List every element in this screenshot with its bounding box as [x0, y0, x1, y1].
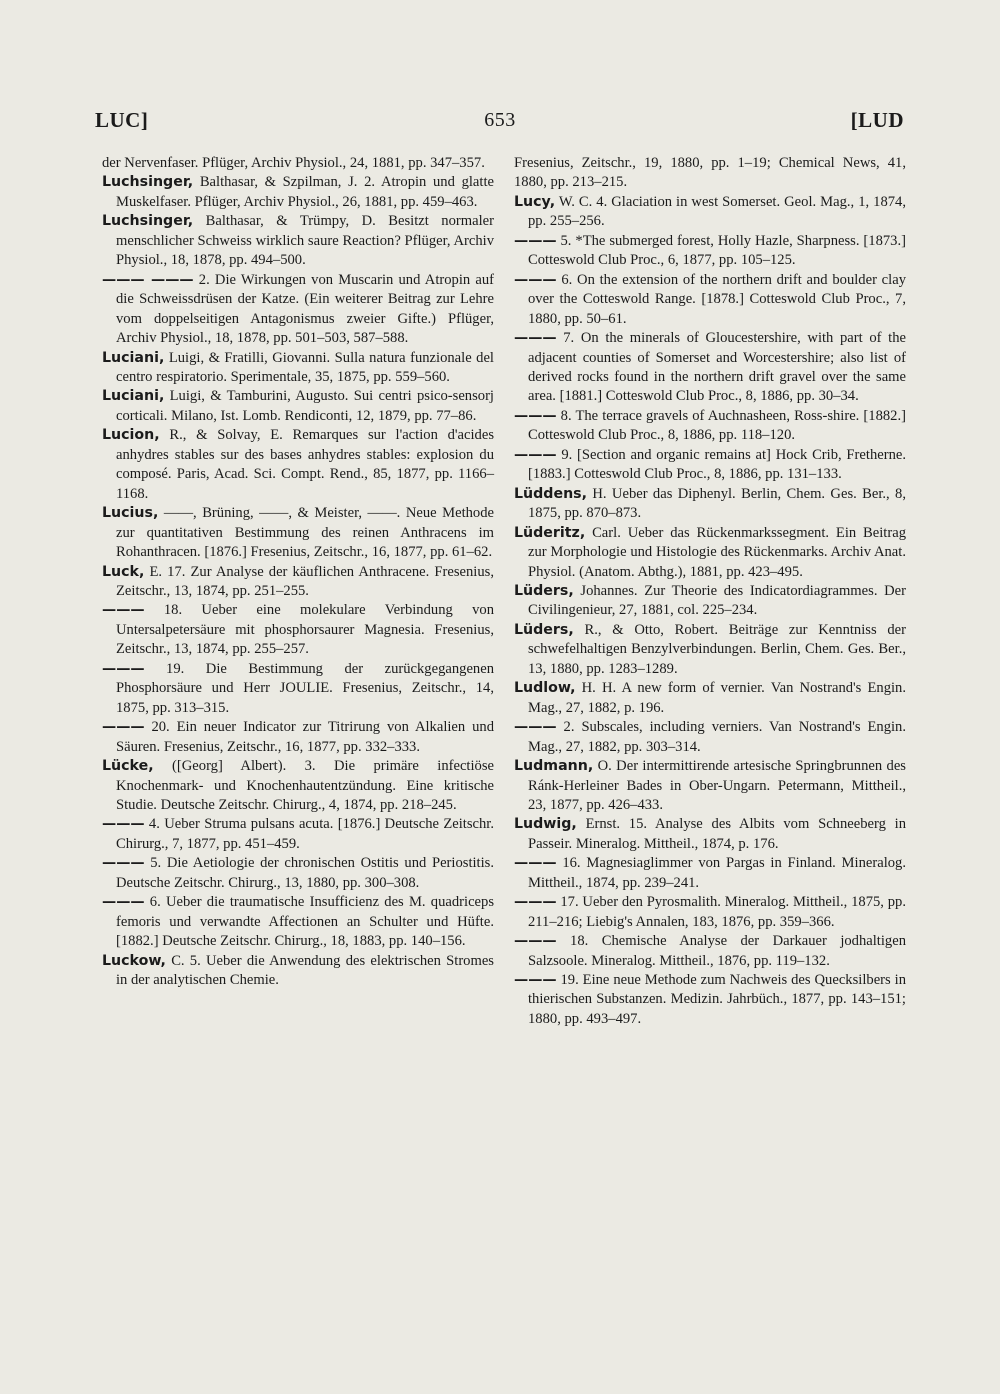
entry-text: Fresenius, Zeitschr., 19, 1880, pp. 1–19; Chemical News, 41, 1880, pp. 213–215.	[514, 155, 906, 191]
bibliography-entry	[514, 582, 906, 621]
entry-author: Luciani,	[102, 388, 165, 405]
bibliography-entry	[514, 446, 906, 485]
bibliography-entry	[102, 504, 494, 562]
bibliography-entry	[514, 854, 906, 893]
bibliography-entry	[514, 193, 906, 232]
entry-author: ———	[514, 407, 557, 424]
bibliography-entry	[514, 524, 906, 582]
bibliography-entry	[514, 757, 906, 815]
entry-text: W. C. 4. Glaciation in west Somerset. Geol. Mag., 1, 1874, pp. 255–256.	[528, 193, 906, 230]
entry-author: ———	[514, 232, 557, 249]
entry-text: 2. Die Wirkungen von Muscarin und Atropin auf die Schweissdrüsen der Katze. (Ein weiterer Beitrag zur Lehre vom doppelseitigen Antagonismus zweier Gifte.) Pflüger, Archiv Physiol., 18, 1878, pp. 501–503, 587–588.	[116, 271, 494, 347]
entry-text: 5. *The submerged forest, Holly Hazle, Sharpness. [1873.] Cotteswold Club Proc., 6, 1877, pp. 105–125.	[528, 232, 906, 269]
entry-author: Lucius,	[102, 505, 159, 522]
bibliography-entry	[102, 563, 494, 602]
entry-text: der Nervenfaser. Pflüger, Archiv Physiol., 24, 1881, pp. 347–357.	[102, 155, 485, 171]
entry-text: 7. On the minerals of Gloucestershire, with part of the adjacent counties of Somerset and Worcestershire; also list of derived rocks found in the northern drift gravel over the same area. [1881.] Cotteswold Club Proc., 8, 1886, pp. 30–34.	[528, 330, 906, 405]
bibliography-entry	[514, 815, 906, 854]
entry-author: ———	[102, 816, 145, 833]
entry-text: O. Der intermittirende artesische Springbrunnen des Ránk-Herleiner Bades in Ober-Ungarn. Petermann, Mittheil., 23, 1877, pp. 426–433.	[528, 758, 906, 813]
entry-author: Ludlow,	[514, 680, 576, 697]
entry-text: R., & Otto, Robert. Beiträge zur Kenntniss der schwefelhaltigen Benzylverbindungen. Berlin, Chem. Ges. Ber., 13, 1880, pp. 1283–1289.	[528, 621, 906, 677]
bibliography-entry	[514, 893, 906, 932]
bibliography-entry	[514, 232, 906, 271]
entry-text: Balthasar, & Szpilman, J. 2. Atropin und glatte Muskelfaser. Pflüger, Archiv Physiol., 26, 1881, pp. 459–463.	[116, 174, 494, 210]
entry-text: E. 17. Zur Analyse der käuflichen Anthracene. Fresenius, Zeitschr., 13, 1874, pp. 251–255.	[116, 563, 494, 599]
running-head-right: [LUD	[850, 108, 904, 132]
entry-text: 17. Ueber den Pyrosmalith. Mineralog. Mittheil., 1875, pp. 211–216; Liebig's Annalen, 183, 1876, pp. 359–366.	[528, 894, 906, 930]
entry-author: Lüddens,	[514, 485, 588, 502]
entry-author: ———	[102, 894, 145, 911]
bibliography-entry	[102, 757, 494, 815]
entry-text: Luigi, & Fratilli, Giovanni. Sulla natura funzionale del centro respiratorio. Sperimentale, 35, 1875, pp. 559–560.	[116, 349, 494, 385]
entry-author: Luchsinger,	[102, 174, 194, 191]
entry-author: Lucy,	[514, 193, 556, 210]
bibliography-entry	[102, 212, 494, 270]
entry-author: ———	[102, 660, 145, 677]
entry-author: Luciani,	[102, 349, 165, 366]
entry-text: 9. [Section and organic remains at] Hock Crib, Fretherne. [1883.] Cotteswold Club Proc., 8, 1886, pp. 131–133.	[528, 446, 906, 483]
entry-author: Lüderitz,	[514, 524, 586, 541]
entry-author: ——— ———	[102, 271, 194, 288]
entry-author: ———	[102, 855, 145, 872]
entry-author: ———	[102, 602, 145, 619]
bibliography-entry	[102, 387, 494, 426]
entry-author: ———	[514, 719, 557, 736]
bibliography-entry	[102, 601, 494, 659]
bibliography-entry	[514, 271, 906, 329]
entry-text: 8. The terrace gravels of Auchnasheen, Ross-shire. [1882.] Cotteswold Club Proc., 8, 1886, pp. 118–120.	[528, 407, 906, 444]
entry-text: 16. Magnesiaglimmer von Pargas in Finland. Mineralog. Mittheil., 1874, pp. 239–241.	[528, 855, 906, 891]
entry-text: 6. On the extension of the northern drift and boulder clay over the Cotteswold Range. [1878.] Cotteswold Club Proc., 7, 1880, pp. 50–61.	[528, 271, 906, 327]
bibliography-entry	[514, 971, 906, 1029]
bibliography-entry	[514, 407, 906, 446]
entry-text: 5. Die Aetiologie der chronischen Ostitis und Periostitis. Deutsche Zeitschr. Chirurg., 13, 1880, pp. 300–308.	[116, 855, 494, 891]
bibliography-entry	[102, 426, 494, 504]
entry-author: Ludmann,	[514, 758, 594, 775]
entry-text: R., & Solvay, E. Remarques sur l'action d'acides anhydres stables sur des bases anhydres stables: explosion du composé. Paris, Acad. Sci. Compt. Rend., 85, 1877, pp. 1166–1168.	[116, 427, 494, 502]
entry-text: 2. Subscales, including verniers. Van Nostrand's Engin. Mag., 27, 1882, pp. 303–314.	[528, 719, 906, 755]
entry-text: Ernst. 15. Analyse des Albits vom Schneeberg in Passeir. Mineralog. Mittheil., 1874, p. 176.	[528, 816, 906, 852]
entry-text: 20. Ein neuer Indicator zur Titrirung von Alkalien und Säuren. Fresenius, Zeitschr., 16, 1877, pp. 332–333.	[116, 719, 494, 755]
entry-author: ———	[514, 271, 557, 288]
bibliography-entry	[88, 154, 494, 173]
entry-author: Lücke,	[102, 758, 154, 775]
entry-text: Balthasar, & Trümpy, D. Besitzt normaler menschlicher Schweiss wirklich saure Reaction? Pflüger, Archiv Physiol., 18, 1878, pp. 494–500.	[116, 213, 494, 269]
entry-text: 18. Chemische Analyse der Darkauer jodhaltigen Salzsoole. Mineralog. Mittheil., 1876, pp. 119–132.	[528, 933, 906, 969]
right-column	[514, 154, 906, 1029]
bibliography-entry	[514, 329, 906, 407]
bibliography-entry	[500, 154, 906, 193]
bibliography-entry	[102, 718, 494, 757]
entry-text: Johannes. Zur Theorie des Indicatordiagrammes. Der Civilingenieur, 27, 1881, col. 225–234.	[528, 582, 906, 619]
entry-author: ———	[102, 719, 145, 736]
entry-author: ———	[514, 972, 557, 989]
entry-author: Luck,	[102, 563, 145, 580]
entry-text: Carl. Ueber das Rückenmarkssegment. Ein Beitrag zur Morphologie und Histologie des Rückenmarks. Archiv Anat. Physiol. (Anatom. Abthg.), 1881, pp. 423–495.	[528, 524, 906, 580]
entry-text: 6. Ueber die traumatische Insufficienz des M. quadriceps femoris und verwandte Affectionen an Schulter und Hüfte. [1882.] Deutsche Zeitschr. Chirurg., 18, 1883, pp. 140–156.	[116, 894, 494, 950]
bibliography-entry	[514, 485, 906, 524]
entry-text: 18. Ueber eine molekulare Verbindung von Untersalpetersäure mit phosphorsaurer Magnesia. Fresenius, Zeitschr., 13, 1874, pp. 255–257.	[116, 602, 494, 658]
bibliography-entry	[514, 679, 906, 718]
entry-text: ——, Brüning, ——, & Meister, ——. Neue Methode zur quantitativen Bestimmung des reinen Anthracens im Rohanthracen. [1876.] Fresenius, Zeitschr., 16, 1877, pp. 61–62.	[116, 505, 494, 561]
bibliography-entry	[102, 893, 494, 951]
entry-author: Luchsinger,	[102, 213, 194, 230]
entry-author: ———	[514, 330, 557, 347]
entry-text: 19. Eine neue Methode zum Nachweis des Quecksilbers in thierischen Substanzen. Medizin. Jahrbüch., 1877, pp. 143–151; 1880, pp. 493–497.	[528, 972, 906, 1027]
entry-text: C. 5. Ueber die Anwendung des elektrischen Stromes in der analytischen Chemie.	[116, 952, 494, 989]
entry-text: ([Georg] Albert). 3. Die primäre infectiöse Knochenmark- und Knochenhautentzündung. Eine kritische Studie. Deutsche Zeitschr. Chirurg., 4, 1874, pp. 218–245.	[116, 758, 494, 813]
entry-author: Lüders,	[514, 621, 574, 638]
bibliography-entry	[102, 952, 494, 991]
entry-author: Ludwig,	[514, 816, 577, 833]
entry-text: H. H. A new form of vernier. Van Nostrand's Engin. Mag., 27, 1882, p. 196.	[528, 680, 906, 716]
entry-text: 19. Die Bestimmung der zurückgegangenen Phosphorsäure und Herr JOULIE. Fresenius, Zeitschr., 14, 1875, pp. 313–315.	[116, 660, 494, 716]
entry-author: ———	[514, 855, 557, 872]
entry-author: Luckow,	[102, 952, 166, 969]
bibliography-entry	[102, 271, 494, 349]
entry-text: Luigi, & Tamburini, Augusto. Sui centri psico-sensorj corticali. Milano, Ist. Lomb. Rendiconti, 12, 1879, pp. 77–86.	[116, 388, 494, 424]
entry-author: ———	[514, 933, 557, 950]
bibliography-entry	[102, 349, 494, 388]
page-number: 653	[484, 109, 516, 131]
bibliography-entry	[102, 660, 494, 718]
entry-author: Lucion,	[102, 427, 160, 444]
bibliography-entry	[514, 718, 906, 757]
entry-author: Lüders,	[514, 582, 574, 599]
bibliography-entry	[514, 621, 906, 679]
bibliography-entry	[514, 932, 906, 971]
bibliography-entry	[102, 815, 494, 854]
entry-text: 4. Ueber Struma pulsans acuta. [1876.] Deutsche Zeitschr. Chirurg., 7, 1877, pp. 451–459.	[116, 816, 494, 852]
left-column	[102, 154, 494, 990]
entry-text: H. Ueber das Diphenyl. Berlin, Chem. Ges. Ber., 8, 1875, pp. 870–873.	[528, 485, 906, 522]
bibliography-entry	[102, 173, 494, 212]
entry-author: ———	[514, 446, 557, 463]
running-head-left: LUC]	[95, 108, 149, 132]
entry-author: ———	[514, 894, 557, 911]
bibliography-entry	[102, 854, 494, 893]
